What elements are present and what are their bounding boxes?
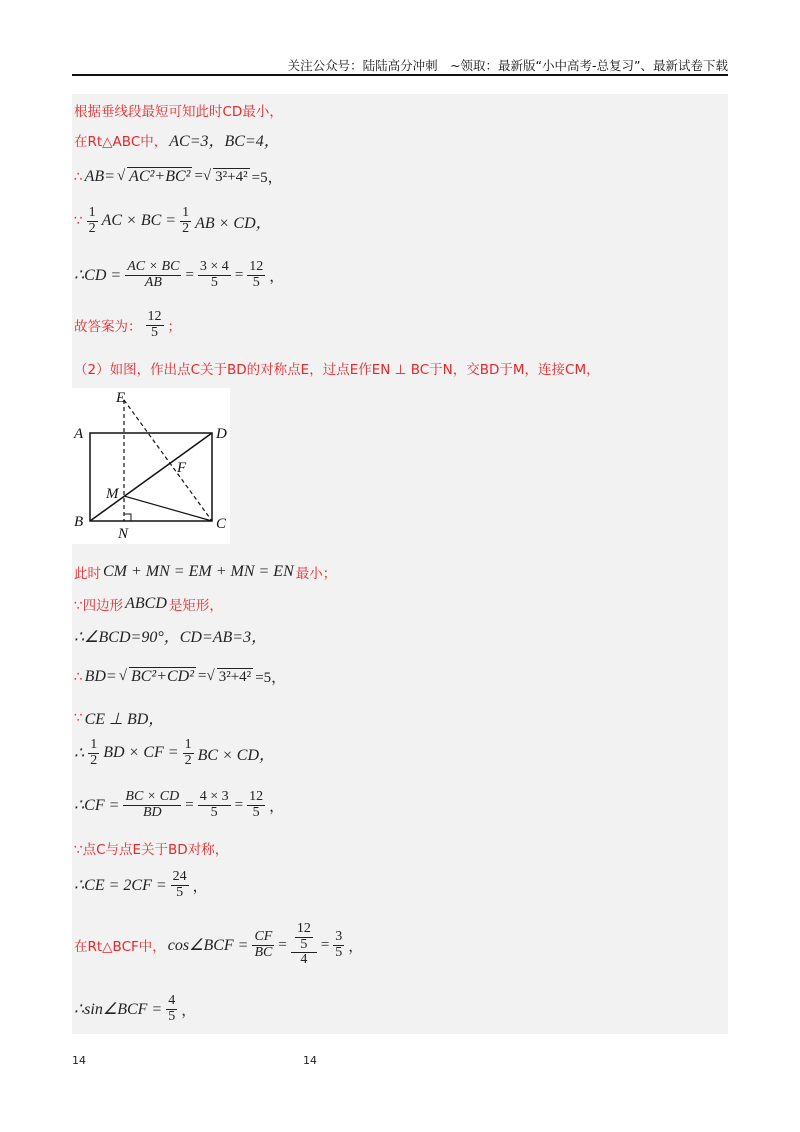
- line-14: ∴CF = $\frac{BC \times CD}{BD}$ = $\frac{4 \times 3}{5}$ = $\frac{12}{5}$ ，: [74, 789, 285, 820]
- line-18: ∴sin∠BCF = $\frac{4}{5}$ ，: [74, 993, 197, 1024]
- line-11: ∴ BD= √ BC²+CD² =√ 3²+4² =5，: [74, 667, 287, 686]
- label-b: B: [74, 514, 84, 530]
- header-rule: [72, 74, 728, 76]
- line-9: ∵四边形 ABCD 是矩形，: [74, 595, 223, 614]
- label-m: M: [106, 486, 119, 502]
- line-6: 故答案为： $\frac{12}{5}$ ；: [74, 309, 181, 340]
- line-ec: [124, 400, 212, 521]
- label-n: N: [118, 526, 129, 542]
- page-number-mid: 14: [303, 1054, 317, 1067]
- line-17: 在Rt△BCF中， cos∠BCF = $\frac{CF}{BC}$ = $\frac{\frac{12}{5}}{4}$ = $\frac{3}{5}$ ，: [74, 921, 364, 968]
- page-header: 关注公众号：陆陆高分冲刺 ~领取：最新版“小中高考-总复习”、最新试卷下载: [287, 58, 728, 73]
- label-f: F: [177, 460, 187, 476]
- line-2: 在Rt△ABC中， AC=3，BC=4，: [74, 133, 280, 150]
- line-mc: [124, 496, 212, 521]
- label-c: C: [216, 516, 227, 532]
- rectangle-figure: [72, 388, 230, 544]
- line-1: 根据垂线段最短可知此时CD最小，: [74, 104, 283, 120]
- line-13: ∴ $\frac{1}{2}$ BD × CF = $\frac{1}{2}$ BC × CD，: [74, 737, 276, 768]
- right-angle-mark: [124, 514, 131, 521]
- solution-block: [72, 94, 728, 1034]
- line-7: （2）如图，作出点C关于BD的对称点E，过点E作EN ⊥ BC于N，交BD于M，连接CM，: [74, 362, 600, 378]
- line-4: ∵ $\frac{1}{2}$ AC × BC = $\frac{1}{2}$ AB × CD，: [74, 205, 272, 236]
- line-16: ∴CE = 2CF = $\frac{24}{5}$ ，: [74, 869, 208, 900]
- page-number-left: 14: [72, 1054, 86, 1067]
- label-a: A: [74, 426, 84, 442]
- line-8: 此时 CM + MN = EM + MN = EN 最小；: [74, 563, 337, 582]
- label-e: E: [116, 390, 126, 406]
- line-12: ∵ CE ⊥ BD，: [74, 709, 165, 728]
- line-10: ∴∠BCD=90°，CD=AB=3，: [74, 629, 268, 646]
- geometry-diagram: [72, 388, 230, 544]
- line-3: ∴ AB= √ AC²+BC² =√ 3²+4² =5，: [74, 167, 283, 186]
- label-d: D: [216, 426, 227, 442]
- line-5: ∴CD = $\frac{AC \times BC}{AB}$ = $\frac{3 \times 4}{5}$ = $\frac{12}{5}$ ，: [74, 259, 285, 290]
- line-15: ∵点C与点E关于BD对称，: [74, 842, 229, 858]
- diagonal-bd: [90, 433, 212, 521]
